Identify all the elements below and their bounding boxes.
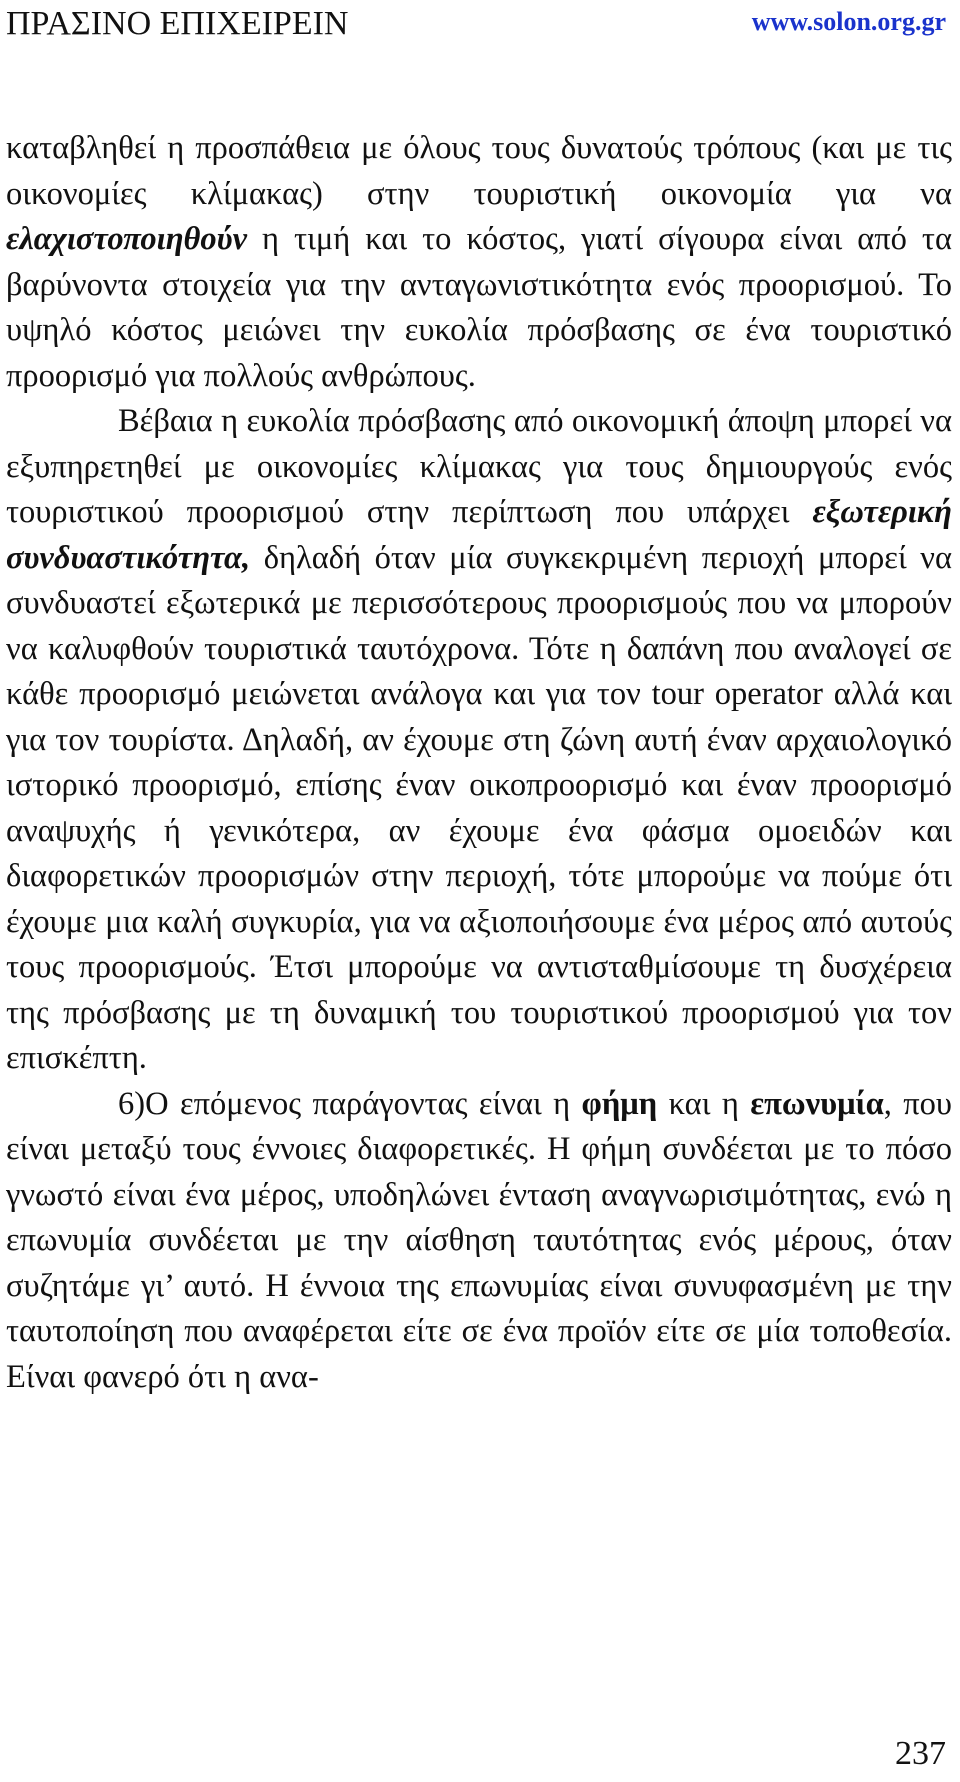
page-number: 237	[895, 1735, 946, 1772]
site-url-link[interactable]: www.solon.org.gr	[751, 7, 946, 36]
paragraph-3	[6, 1082, 952, 1401]
paragraph-2	[6, 399, 952, 1082]
book-title: ΠΡΑΣΙΝΟ ΕΠΙΧΕΙΡΕΙΝ	[6, 5, 349, 42]
paragraph-1	[6, 126, 952, 399]
paragraph-2-emphasis: εξωτερική συνδυαστικότητα,	[6, 494, 952, 576]
paragraph-3-term-reputation: φήμη	[581, 1085, 658, 1122]
paragraph-1-emphasis: ελαχιστοποιηθούν	[6, 221, 248, 257]
paragraph-1-text-a: καταβληθεί η προσπάθεια με όλους τους δυνατούς τρόπους (και με τις οικονομίες κλίμακας) στην τουριστική οικονομία για να	[6, 130, 952, 212]
paragraph-2-text-b: δηλαδή όταν μία συγκεκριμένη περιοχή μπορεί να συνδυαστεί εξωτερικά με περισσότερους προορισμούς που να μπορούν να καλυφθούν τουριστικά ταυτόχρονα. Τότε η δαπάνη που αναλογεί σε κάθε προορισμό μειώνεται ανάλογα και για τον tour operator αλλά και για τον τουρίστα. Δηλαδή, αν έχουμε στη ζώνη αυτή έναν αρχαιολογικό ιστορικό προορισμό, επίσης έναν οικοπροορισμό και έναν προορισμό αναψυχής ή γενικότερα, αν έχουμε ένα φάσμα ομοειδών και διαφορετικών προορισμών στην περιοχή, τότε μπορούμε να πούμε ότι έχουμε μια καλή συγκυρία, για να αξιοποιήσουμε ένα μέρος από αυτούς τους προορισμούς. Έτσι μπορούμε να αντισταθμίσουμε τη δυσχέρεια της πρόσβασης με τη δυναμική του τουριστικού προορισμού για τον επισκέπτη.	[6, 539, 952, 1076]
paragraph-3-text-b: και η	[657, 1085, 751, 1122]
page-body	[6, 126, 952, 1400]
paragraph-1-text-b: η τιμή και το κόστος, γιατί σίγουρα είναι από τα βαρύνοντα στοιχεία για την ανταγωνιστικότητα ενός προορισμού. Το υψηλό κόστος μειώνει την ευκολία πρόσβασης σε ένα τουριστικό προορισμό για πολλούς ανθρώπους.	[6, 221, 952, 394]
paragraph-2-text-a: Βέβαια η ευκολία πρόσβασης από οικονομική άποψη μπορεί να εξυπηρετηθεί με οικονομίες κλίμακας για τους δημιουργούς ενός τουριστικού προορισμού στην περίπτωση που υπάρχει	[6, 403, 952, 530]
paragraph-3-text-c: , που είναι μεταξύ τους έννοιες διαφορετικές. Η φήμη συνδέεται με το πόσο γνωστό είναι ένα μέρος, υποδηλώνει ένταση αναγνωρισιμότητας, ενώ η επωνυμία συνδέεται με την αίσθηση ταυτότητας ενός μέρους, όταν συζητάμε γι’ αυτό. Η έννοια της επωνυμίας είναι συνυφασμένη με την ταυτοποίηση που αναφέρεται είτε σε ένα προϊόν είτε σε μία τοποθεσία. Είναι φανερό ότι η ανα-	[6, 1085, 952, 1395]
paragraph-3-text-a: 6)Ο επόμενος παράγοντας είναι η	[118, 1085, 582, 1122]
paragraph-3-term-brand: επωνυμία	[750, 1085, 884, 1122]
page-header	[0, 0, 960, 50]
